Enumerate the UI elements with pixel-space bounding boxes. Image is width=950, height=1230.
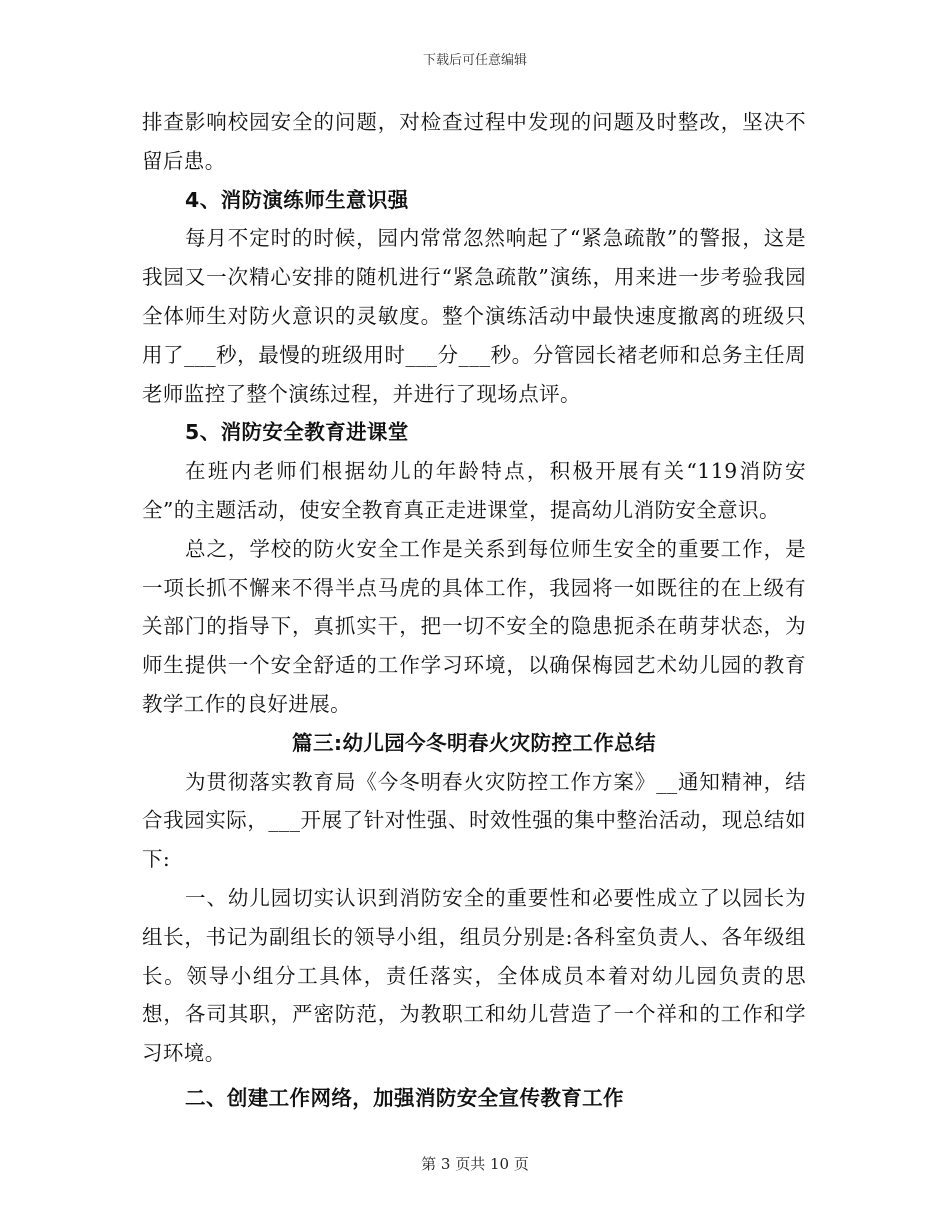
page-header: 下载后可任意编辑	[422, 53, 527, 68]
section-title: 篇三:幼儿园今冬明春火灾防控工作总结	[292, 730, 656, 755]
paragraph-3: 在班内老师们根据幼儿的年龄特点，积极开展有关“119消防安全”的主题活动，使安全教育真正走进课堂，提高幼儿消防安全意识。	[142, 459, 806, 522]
document-body	[142, 103, 806, 1118]
paragraph-4: 总之，学校的防火安全工作是关系到每位师生安全的重要工作，是一项长抓不懈来不得半点马虎的具体工作，我园将一如既往的在上级有关部门的指导下，真抓实干，把一切不安全的隐患扼杀在萌芽状态，为师生提供一个安全舒适的工作学习环境，以确保梅园艺术幼儿园的教育教学工作的良好进展。	[142, 536, 806, 716]
paragraph-5: 为贯彻落实教育局《今冬明春火灾防控工作方案》__通知精神，结合我园实际，___开展了针对性强、时效性强的集中整治活动，现总结如下:	[142, 769, 806, 872]
paragraph-2: 每月不定时的时候，园内常常忽然响起了“紧急疏散”的警报，这是我园又一次精心安排的随机进行“紧急疏散”演练，用来进一步考验我园全体师生对防火意识的灵敏度。整个演练活动中最快速度撤离的班级只用了___秒，最慢的班级用时___分___秒。分管园长褚老师和总务主任周老师监控了整个演练过程，并进行了现场点评。	[142, 226, 806, 406]
heading-5: 5、消防安全教育进课堂	[185, 420, 409, 445]
heading-4: 4、消防演练师生意识强	[185, 187, 409, 212]
heading-2: 二、创建工作网络，加强消防安全宣传教育工作	[185, 1085, 624, 1110]
paragraph-1: 排查影响校园安全的问题，对检查过程中发现的问题及时整改，坚决不留后患。	[142, 110, 806, 173]
page-footer: 第 3 页共 10 页	[421, 1155, 529, 1173]
paragraph-6: 一、幼儿园切实认识到消防安全的重要性和必要性成立了以园长为组长，书记为副组长的领导小组，组员分别是:各科室负责人、各年级组长。领导小组分工具体，责任落实，全体成员本着对幼儿园负责的思想，各司其职，严密防范，为教职工和幼儿营造了一个祥和的工作和学习环境。	[142, 885, 806, 1066]
